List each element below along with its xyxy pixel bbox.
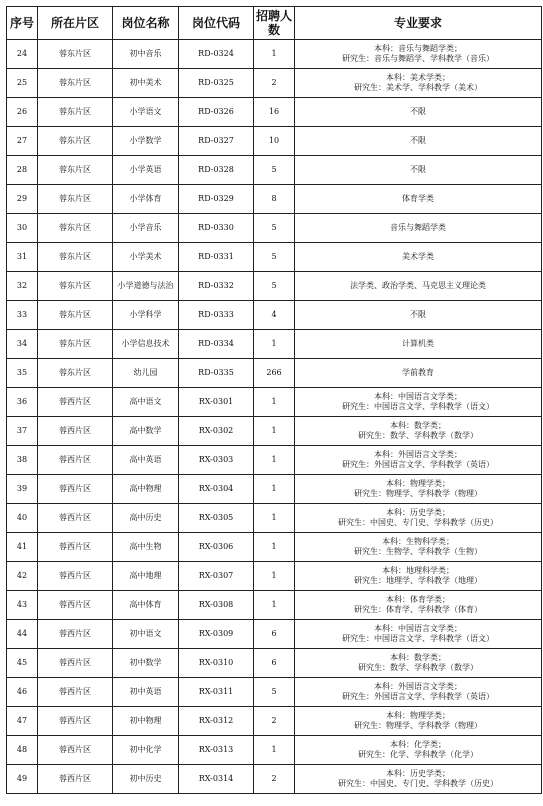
cell-post: 小学语文	[113, 98, 179, 127]
table-row	[7, 562, 542, 591]
requirement-line: 本科：地理科学类；	[382, 566, 454, 575]
cell-seq: 39	[7, 475, 38, 504]
cell-count: 1	[254, 533, 295, 562]
cell-count: 5	[254, 243, 295, 272]
cell-count: 5	[254, 678, 295, 707]
cell-post: 初中语文	[113, 620, 179, 649]
cell-count: 16	[254, 98, 295, 127]
requirement-line: 本科：中国语言文学类；	[374, 624, 462, 633]
requirement-line: 本科：物理学类；	[386, 711, 450, 720]
cell-count: 1	[254, 40, 295, 69]
requirement-line: 研究生：外国语言文学、学科教学（英语）	[342, 692, 494, 701]
cell-seq: 32	[7, 272, 38, 301]
cell-requirement	[295, 591, 542, 620]
header-code: 岗位代码	[179, 7, 254, 40]
cell-count: 8	[254, 185, 295, 214]
cell-area: 蓉西片区	[38, 707, 113, 736]
cell-requirement	[295, 707, 542, 736]
cell-code: RD-0333	[179, 301, 254, 330]
requirement-line: 本科：数学类；	[390, 653, 446, 662]
cell-count: 10	[254, 127, 295, 156]
cell-code: RX-0304	[179, 475, 254, 504]
requirement-line: 不限	[410, 136, 426, 145]
cell-area: 蓉东片区	[38, 69, 113, 98]
cell-count: 1	[254, 417, 295, 446]
cell-count: 266	[254, 359, 295, 388]
requirement-line: 研究生：音乐与舞蹈学、学科教学（音乐）	[342, 54, 494, 63]
cell-seq: 25	[7, 69, 38, 98]
cell-requirement	[295, 330, 542, 359]
cell-seq: 46	[7, 678, 38, 707]
table-row	[7, 301, 542, 330]
header-post: 岗位名称	[113, 7, 179, 40]
cell-requirement	[295, 678, 542, 707]
requirement-line: 美术学类	[402, 252, 434, 261]
cell-code: RD-0328	[179, 156, 254, 185]
cell-post: 小学英语	[113, 156, 179, 185]
cell-area: 蓉东片区	[38, 243, 113, 272]
cell-post: 幼儿园	[113, 359, 179, 388]
cell-area: 蓉西片区	[38, 446, 113, 475]
cell-code: RX-0308	[179, 591, 254, 620]
requirement-line: 体育学类	[402, 194, 434, 203]
cell-requirement	[295, 40, 542, 69]
cell-seq: 24	[7, 40, 38, 69]
requirement-line: 学前教育	[402, 368, 434, 377]
cell-seq: 33	[7, 301, 38, 330]
requirement-line: 音乐与舞蹈学类	[390, 223, 446, 232]
table-row	[7, 620, 542, 649]
table-row	[7, 98, 542, 127]
requirement-line: 本科：音乐与舞蹈学类；	[374, 44, 462, 53]
cell-requirement	[295, 533, 542, 562]
cell-requirement	[295, 475, 542, 504]
cell-post: 初中历史	[113, 765, 179, 794]
cell-seq: 40	[7, 504, 38, 533]
table-row	[7, 330, 542, 359]
table-row	[7, 504, 542, 533]
cell-count: 1	[254, 475, 295, 504]
header-area: 所在片区	[38, 7, 113, 40]
requirement-line: 本科：美术学类；	[386, 73, 450, 82]
cell-seq: 35	[7, 359, 38, 388]
cell-code: RD-0324	[179, 40, 254, 69]
cell-area: 蓉东片区	[38, 301, 113, 330]
cell-requirement	[295, 504, 542, 533]
cell-seq: 29	[7, 185, 38, 214]
table-row	[7, 417, 542, 446]
table-row	[7, 40, 542, 69]
cell-seq: 43	[7, 591, 38, 620]
requirement-line: 研究生：外国语言文学、学科教学（英语）	[342, 460, 494, 469]
cell-count: 2	[254, 69, 295, 98]
cell-code: RD-0335	[179, 359, 254, 388]
requirement-line: 不限	[410, 165, 426, 174]
requirement-line: 本科：历史学类；	[386, 508, 450, 517]
cell-post: 高中体育	[113, 591, 179, 620]
cell-requirement	[295, 562, 542, 591]
requirement-line: 研究生：中国语言文学、学科教学（语文）	[342, 634, 494, 643]
table-body	[7, 40, 542, 794]
cell-requirement	[295, 156, 542, 185]
requirement-line: 研究生：化学、学科教学（化学）	[358, 750, 478, 759]
requirement-line: 本科：物理学类；	[386, 479, 450, 488]
requirement-line: 研究生：数学、学科教学（数学）	[358, 663, 478, 672]
cell-count: 1	[254, 330, 295, 359]
cell-requirement	[295, 214, 542, 243]
table-row	[7, 649, 542, 678]
table-row	[7, 533, 542, 562]
cell-requirement	[295, 301, 542, 330]
cell-count: 1	[254, 562, 295, 591]
cell-count: 4	[254, 301, 295, 330]
cell-area: 蓉西片区	[38, 533, 113, 562]
cell-count: 1	[254, 591, 295, 620]
cell-code: RD-0327	[179, 127, 254, 156]
requirement-line: 本科：生物科学类；	[382, 537, 454, 546]
cell-code: RX-0302	[179, 417, 254, 446]
requirement-line: 研究生：物理学、学科教学（物理）	[354, 721, 482, 730]
requirement-line: 本科：数学类；	[390, 421, 446, 430]
table-row	[7, 591, 542, 620]
requirement-line: 研究生：体育学、学科教学（体育）	[354, 605, 482, 614]
cell-post: 高中语文	[113, 388, 179, 417]
cell-requirement	[295, 185, 542, 214]
requirement-line: 研究生：生物学、学科教学（生物）	[354, 547, 482, 556]
cell-code: RX-0307	[179, 562, 254, 591]
cell-code: RX-0310	[179, 649, 254, 678]
cell-post: 高中生物	[113, 533, 179, 562]
requirement-line: 研究生：物理学、学科教学（物理）	[354, 489, 482, 498]
table-row	[7, 127, 542, 156]
cell-area: 蓉西片区	[38, 736, 113, 765]
cell-area: 蓉东片区	[38, 185, 113, 214]
cell-area: 蓉东片区	[38, 330, 113, 359]
cell-requirement	[295, 272, 542, 301]
requirement-line: 研究生：美术学、学科教学（美术）	[354, 83, 482, 92]
requirement-line: 本科：中国语言文学类；	[374, 392, 462, 401]
table-row	[7, 475, 542, 504]
cell-seq: 44	[7, 620, 38, 649]
cell-seq: 49	[7, 765, 38, 794]
cell-seq: 47	[7, 707, 38, 736]
cell-code: RD-0325	[179, 69, 254, 98]
recruitment-table	[6, 6, 542, 794]
requirement-line: 法学类、政治学类、马克思主义理论类	[350, 281, 486, 290]
requirement-line: 计算机类	[402, 339, 434, 348]
cell-seq: 42	[7, 562, 38, 591]
cell-count: 5	[254, 272, 295, 301]
cell-post: 高中历史	[113, 504, 179, 533]
cell-code: RX-0305	[179, 504, 254, 533]
cell-seq: 27	[7, 127, 38, 156]
table-row	[7, 359, 542, 388]
cell-area: 蓉西片区	[38, 475, 113, 504]
requirement-line: 研究生：中国史、专门史、学科教学（历史）	[338, 518, 498, 527]
cell-count: 2	[254, 765, 295, 794]
cell-seq: 36	[7, 388, 38, 417]
cell-code: RX-0306	[179, 533, 254, 562]
cell-count: 1	[254, 736, 295, 765]
requirement-line: 不限	[410, 107, 426, 116]
cell-post: 初中物理	[113, 707, 179, 736]
cell-area: 蓉东片区	[38, 359, 113, 388]
requirement-line: 本科：历史学类；	[386, 769, 450, 778]
cell-post: 小学科学	[113, 301, 179, 330]
cell-requirement	[295, 359, 542, 388]
cell-seq: 34	[7, 330, 38, 359]
cell-count: 1	[254, 388, 295, 417]
cell-code: RD-0334	[179, 330, 254, 359]
requirement-line: 研究生：中国语言文学、学科教学（语文）	[342, 402, 494, 411]
cell-area: 蓉东片区	[38, 272, 113, 301]
cell-code: RD-0331	[179, 243, 254, 272]
cell-post: 初中数学	[113, 649, 179, 678]
requirement-line: 本科：外国语言文学类；	[374, 450, 462, 459]
cell-area: 蓉西片区	[38, 504, 113, 533]
cell-count: 5	[254, 156, 295, 185]
cell-code: RX-0303	[179, 446, 254, 475]
header-requirement: 专业要求	[295, 7, 542, 40]
cell-post: 初中英语	[113, 678, 179, 707]
cell-requirement	[295, 765, 542, 794]
table-row	[7, 185, 542, 214]
cell-code: RX-0312	[179, 707, 254, 736]
cell-post: 初中音乐	[113, 40, 179, 69]
cell-post: 小学音乐	[113, 214, 179, 243]
cell-code: RX-0309	[179, 620, 254, 649]
cell-post: 初中美术	[113, 69, 179, 98]
cell-post: 小学道德与法治	[113, 272, 179, 301]
cell-area: 蓉西片区	[38, 649, 113, 678]
requirement-line: 本科：化学类；	[390, 740, 446, 749]
cell-post: 小学数学	[113, 127, 179, 156]
table-row	[7, 69, 542, 98]
cell-seq: 37	[7, 417, 38, 446]
cell-count: 5	[254, 214, 295, 243]
requirement-line: 本科：外国语言文学类；	[374, 682, 462, 691]
cell-area: 蓉东片区	[38, 98, 113, 127]
cell-area: 蓉东片区	[38, 214, 113, 243]
cell-area: 蓉西片区	[38, 417, 113, 446]
cell-requirement	[295, 446, 542, 475]
header-count: 招聘人数	[254, 7, 295, 40]
cell-seq: 48	[7, 736, 38, 765]
table-row	[7, 765, 542, 794]
table-row	[7, 272, 542, 301]
cell-code: RX-0314	[179, 765, 254, 794]
requirement-line: 不限	[410, 310, 426, 319]
cell-requirement	[295, 649, 542, 678]
cell-post: 小学美术	[113, 243, 179, 272]
requirement-line: 本科：体育学类；	[386, 595, 450, 604]
cell-post: 小学体育	[113, 185, 179, 214]
table-row	[7, 243, 542, 272]
cell-requirement	[295, 69, 542, 98]
cell-area: 蓉东片区	[38, 127, 113, 156]
table-row	[7, 678, 542, 707]
cell-area: 蓉西片区	[38, 388, 113, 417]
table-row	[7, 388, 542, 417]
cell-post: 高中英语	[113, 446, 179, 475]
cell-post: 初中化学	[113, 736, 179, 765]
cell-seq: 45	[7, 649, 38, 678]
cell-post: 高中物理	[113, 475, 179, 504]
requirement-line: 研究生：中国史、专门史、学科教学（历史）	[338, 779, 498, 788]
cell-post: 高中数学	[113, 417, 179, 446]
cell-requirement	[295, 736, 542, 765]
cell-code: RD-0329	[179, 185, 254, 214]
cell-area: 蓉东片区	[38, 156, 113, 185]
table-row	[7, 707, 542, 736]
cell-area: 蓉西片区	[38, 678, 113, 707]
requirement-line: 研究生：数学、学科教学（数学）	[358, 431, 478, 440]
cell-requirement	[295, 98, 542, 127]
cell-seq: 28	[7, 156, 38, 185]
cell-area: 蓉西片区	[38, 591, 113, 620]
cell-post: 小学信息技术	[113, 330, 179, 359]
cell-count: 1	[254, 446, 295, 475]
cell-area: 蓉西片区	[38, 765, 113, 794]
cell-requirement	[295, 243, 542, 272]
cell-requirement	[295, 417, 542, 446]
cell-code: RX-0311	[179, 678, 254, 707]
requirement-line: 研究生：地理学、学科教学（地理）	[354, 576, 482, 585]
cell-count: 1	[254, 504, 295, 533]
cell-area: 蓉西片区	[38, 562, 113, 591]
cell-post: 高中地理	[113, 562, 179, 591]
cell-seq: 30	[7, 214, 38, 243]
cell-count: 6	[254, 649, 295, 678]
cell-code: RX-0301	[179, 388, 254, 417]
cell-seq: 41	[7, 533, 38, 562]
table-row	[7, 446, 542, 475]
cell-requirement	[295, 620, 542, 649]
cell-seq: 26	[7, 98, 38, 127]
cell-requirement	[295, 388, 542, 417]
cell-requirement	[295, 127, 542, 156]
cell-seq: 31	[7, 243, 38, 272]
table-row	[7, 214, 542, 243]
table-row	[7, 156, 542, 185]
cell-area: 蓉西片区	[38, 620, 113, 649]
cell-count: 2	[254, 707, 295, 736]
cell-seq: 38	[7, 446, 38, 475]
header-seq: 序号	[7, 7, 38, 40]
cell-code: RD-0330	[179, 214, 254, 243]
cell-code: RD-0332	[179, 272, 254, 301]
cell-area: 蓉东片区	[38, 40, 113, 69]
cell-code: RD-0326	[179, 98, 254, 127]
table-row	[7, 736, 542, 765]
cell-code: RX-0313	[179, 736, 254, 765]
table-header-row	[7, 7, 542, 40]
cell-count: 6	[254, 620, 295, 649]
